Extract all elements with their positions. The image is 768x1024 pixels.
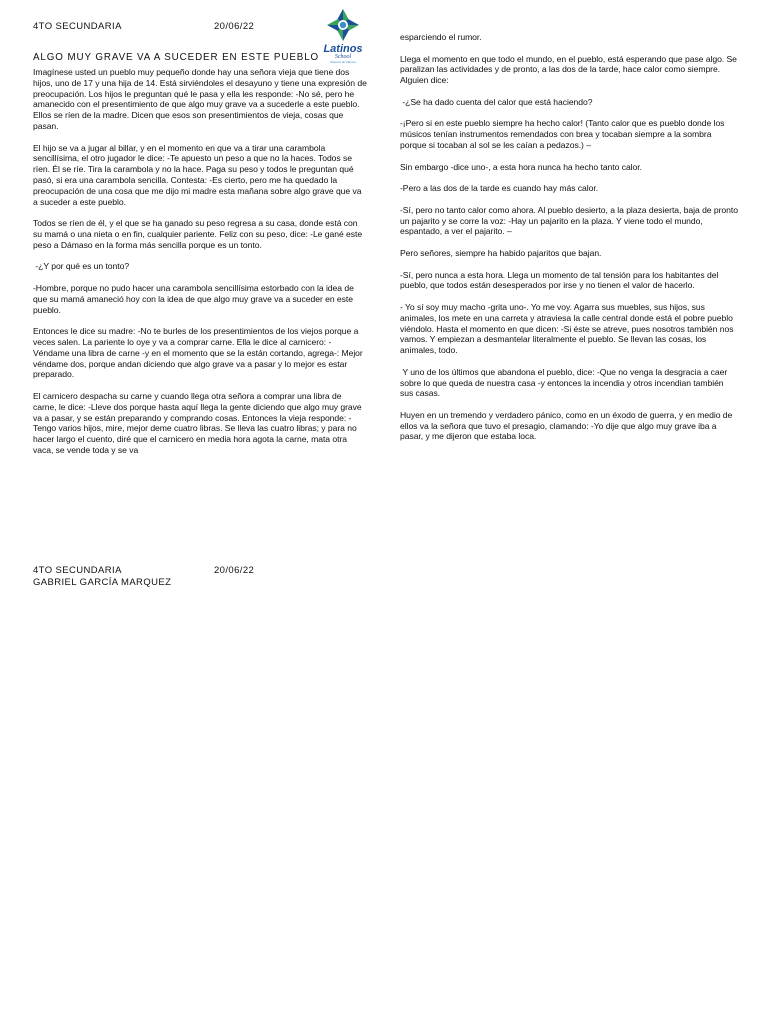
paragraph: -Hombre, porque no pudo hacer una carambola sencillísima estorbado con la idea de que su mamá amaneció hoy con la idea de que algo muy grave va a suceder en este pueblo. [33,282,354,315]
logo-text: Latinos [323,43,363,55]
paragraph: -Sí, pero no tanto calor como ahora. Al pueblo desierto, a la plaza desierta, baja de pronto un pajarito y se corre la voz: -Hay un pajarito en la plaza. Y viene todo el mundo, espantado, a ver el pajarito. – [400,204,738,237]
paragraph: Pero señores, siempre ha habido pajaritos que bajan. [400,247,602,258]
story-title: ALGO MUY GRAVE VA A SUCEDER EN ESTE PUEBLO [33,52,320,63]
paragraph: -Sí, pero nunca a esta hora. Llega un momento de tal tensión para los habitantes del pueblo, que todos están desesperados por irse y no tienen el valor de hacerlo. [400,269,719,291]
header-date: 20/06/22 [214,21,255,32]
paragraph: Y uno de los últimos que abandona el pueblo, dice: -Que no venga la desgracia a caer sobre lo que queda de nuestra casa -y entonces la incendia y otros incendian también sus casas. [400,366,730,399]
paragraph: Llega el momento en que todo el mundo, en el pueblo, está esperando que pase algo. Se paralizan las actividades y de pronto, a las dos de la tarde, hace calor como siempre. Alguien dice: [400,53,737,86]
paragraph: -¿Y por qué es un tonto? [33,261,130,272]
paragraph: Huyen en un tremendo y verdadero pánico, como en un éxodo de guerra, y en medio de ellos va la señora que tuvo el presagio, clamando: -Yo dije que algo muy grave iba a pasar, y me dijeron que estaba loca. [400,409,733,442]
paragraph: Entonces le dice su madre: -No te burles de los presentimientos de los viejos porque a veces salen. La pariente lo oye y va a comprar carne. Ella le dice al carnicero: -Véndame una libra de carne -y en el momento que se la están cortando, agrega-: Mejor véndame dos, porque andan diciendo que algo grave va a pasar y lo mejor es estar preparado. [33,326,363,380]
paragraph: Sin embargo -dice uno-, a esta hora nunca ha hecho tanto calor. [400,161,642,172]
logo-tagline: Sistema de Valores [330,60,356,64]
school-logo [318,8,368,66]
paragraph: Imagínese usted un pueblo muy pequeño donde hay una señora vieja que tiene dos hijos, uno de 17 y una hija de 14. Está sirviéndoles el desayuno y tiene una expresión de preocupación. Los hijos le preguntan qué le pasa y ella les responde: -No sé, pero he amanecido con el presentimiento de que algo muy grave va a sucederle a este pueblo. Ellos se ríen de la madre. Dicen que esos son presentimientos de vieja, cosas que pasan. [33,67,367,131]
paragraph: Todos se ríen de él, y el que se ha ganado su peso regresa a su casa, donde está con su mamá o una nieta o en fin, cualquier pariente. Feliz con su peso, dice: -Le gané este peso a Dámaso en la forma más sencilla porque es un tonto. [33,218,363,250]
logo-emblem-icon [318,8,368,44]
paragraph: El carnicero despacha su carne y cuando llega otra señora a comprar una libra de carne, le dice: -Lleve dos porque hasta aquí llega la gente diciendo que algo muy grave va a pasar, y se están preparando y comprando cosas. Entonces la vieja responde: -Tengo varios hijos, mire, mejor deme cuatro libras. Se lleva las cuatro libras; y para no hacer largo el cuento, diré que el carnicero en media hora agota la carne, mata otra vaca, se vende toda y se va [33,390,362,455]
paragraph: El hijo se va a jugar al billar, y en el momento en que va a tirar una carambola sencillísima, el otro jugador le dice: -Te apuesto un peso a que no la haces. Todos se ríen. Él se ríe. Tira la carambola y no la hace. Paga su peso y todos le preguntan qué pasó, si era una carambola sencilla. Contesta: -Es cierto, pero me ha quedado la preocupación de una cosa que me dijo mi madre esta mañana sobre algo grave que va a suceder a este pueblo. [33,142,362,207]
footer-author: GABRIEL GARCÍA MARQUEZ [33,577,172,588]
footer-grade: 4TO SECUNDARIA [33,565,122,576]
header-grade: 4TO SECUNDARIA [33,21,122,32]
logo-subtext: School [334,54,352,60]
paragraph: -¿Se ha dado cuenta del calor que está haciendo? [400,96,593,107]
paragraph: esparciendo el rumor. [400,32,482,42]
paragraph: - Yo sí soy muy macho -grita uno-. Yo me voy. Agarra sus muebles, sus hijos, sus animales, los mete en una carreta y atraviesa la calle central donde está el pobre pueblo viéndolo. Hasta el momento en que dicen: -Si éste se atreve, pues nosotros también nos vamos. Y empiezan a desmantelar literalmente el pueblo. Se llevan las cosas, los animales, todo. [400,301,734,356]
paragraph: -Pero a las dos de la tarde es cuando hay más calor. [400,183,599,194]
footer-date: 20/06/22 [214,565,255,576]
right-column [400,32,738,453]
left-column [33,67,367,466]
paragraph: -¡Pero si en este pueblo siempre ha hecho calor! (Tanto calor que es pueblo donde los músicos tenían instrumentos remendados con brea y tocaban siempre a la sombra porque si tocaban al sol se les caían a pedazos.) – [400,118,725,150]
